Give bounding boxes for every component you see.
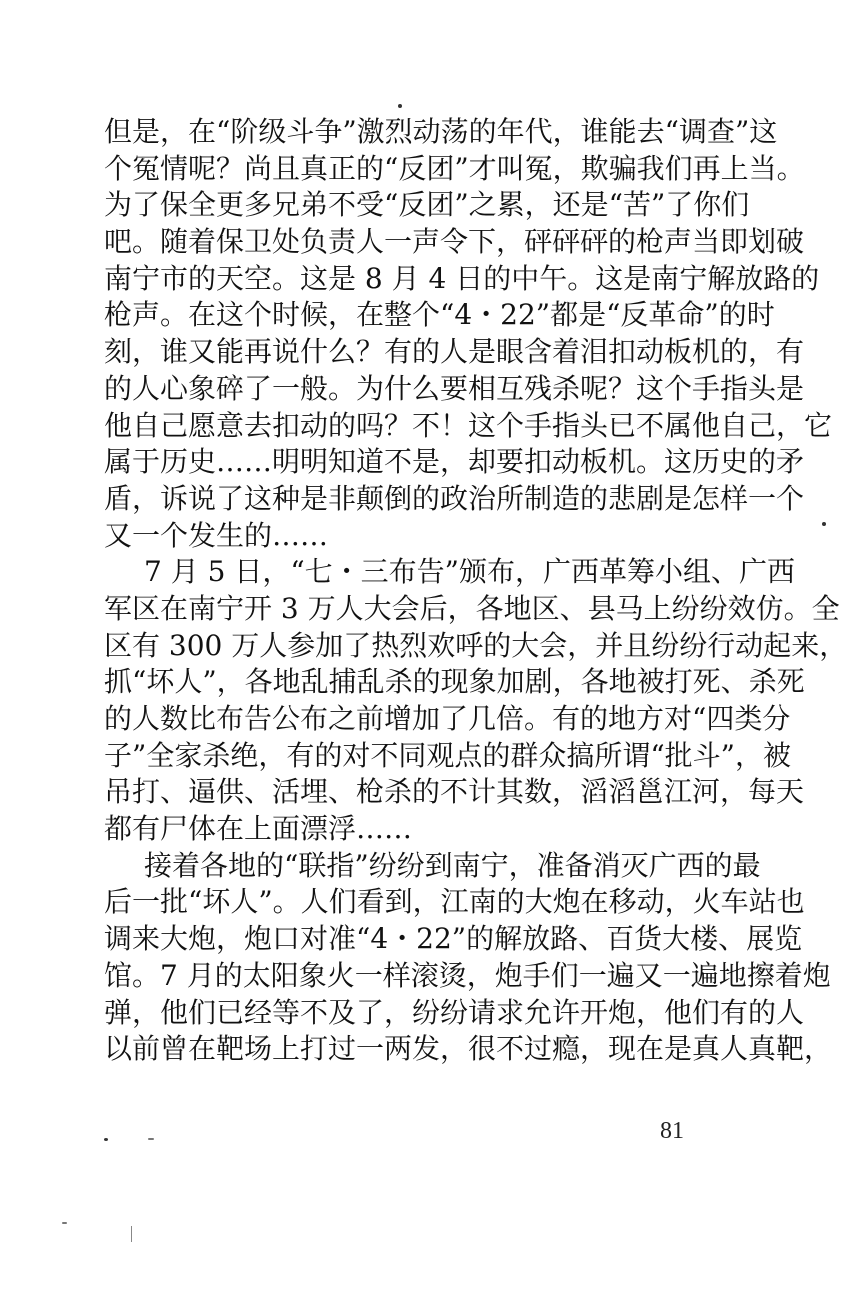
text-line: 吊打、逼供、活埋、枪杀的不计其数，滔滔邕江河，每天 [104,775,805,809]
text-line: 后一批“坏人”。人们看到，江南的大炮在移动，火车站也 [104,885,805,919]
scan-speck [398,104,402,108]
text-line: 调来大炮，炮口对准“4・22”的解放路、百货大楼、展览 [104,922,803,956]
text-line: 馆。7 月的太阳象火一样滚烫，炮手们一遍又一遍地擦着炮 [104,958,831,992]
text-line: 抓“坏人”，各地乱捕乱杀的现象加剧，各地被打死、杀死 [104,665,805,699]
scan-speck [148,1138,154,1140]
paragraph-start-line: 7 月 5 日，“七・三布告”颁布，广西革筹小组、广西 [144,555,795,589]
scan-mark [131,1226,132,1242]
paragraph-end-line: 都有尸体在上面漂浮…… [104,812,413,846]
text-line: 吧。随着保卫处负责人一声令下，砰砰砰的枪声当即划破 [104,225,805,259]
body-text [104,114,848,1068]
text-line: 盾，诉说了这种是非颠倒的政治所制造的悲剧是怎样一个 [104,481,805,515]
text-line: 他自己愿意去扣动的吗？不！这个手指头已不属他自己，它 [104,408,833,442]
text-line: 属于历史……明明知道不是，却要扣动板机。这历史的矛 [104,445,805,479]
text-line: 以前曾在靶场上打过一两发，很不过瘾，现在是真人真靶， [104,1032,833,1066]
scan-speck [104,1138,108,1141]
paragraph-start-line: 接着各地的“联指”纷纷到南宁，准备消灭广西的最 [144,848,761,882]
scan-speck [62,1222,67,1224]
scan-speck [822,522,826,526]
text-line: 弹，他们已经等不及了，纷纷请求允许开炮，他们有的人 [104,995,805,1029]
text-line: 的人心象碎了一般。为什么要相互残杀呢？这个手指头是 [104,371,805,405]
text-line: 军区在南宁开 3 万人大会后，各地区、县马上纷纷效仿。全 [104,591,840,625]
text-line: 但是，在“阶级斗争”激烈动荡的年代，谁能去“调查”这 [104,115,778,148]
text-line: 枪声。在这个时候，在整个“4・22”都是“反革命”的时 [104,298,775,332]
page-number: 81 [660,1118,684,1144]
paragraph-end-line: 又一个发生的…… [104,518,329,552]
text-line: 区有 300 万人参加了热烈欢呼的大会，并且纷纷行动起来， [104,628,848,662]
text-line: 个冤情呢？尚且真正的“反团”才叫冤，欺骗我们再上当。 [104,151,805,185]
text-line: 子”全家杀绝，有的对不同观点的群众搞所谓“批斗”，被 [104,738,791,772]
text-line: 南宁市的天空。这是 8 月 4 日的中午。这是南宁解放路的 [104,261,820,295]
text-line: 为了保全更多兄弟不受“反团”之累，还是“苦”了你们 [104,188,750,222]
text-line: 刻，谁又能再说什么？有的人是眼含着泪扣动板机的，有 [104,335,805,369]
text-line: 的人数比布告公布之前增加了几倍。有的地方对“四类分 [104,702,791,735]
